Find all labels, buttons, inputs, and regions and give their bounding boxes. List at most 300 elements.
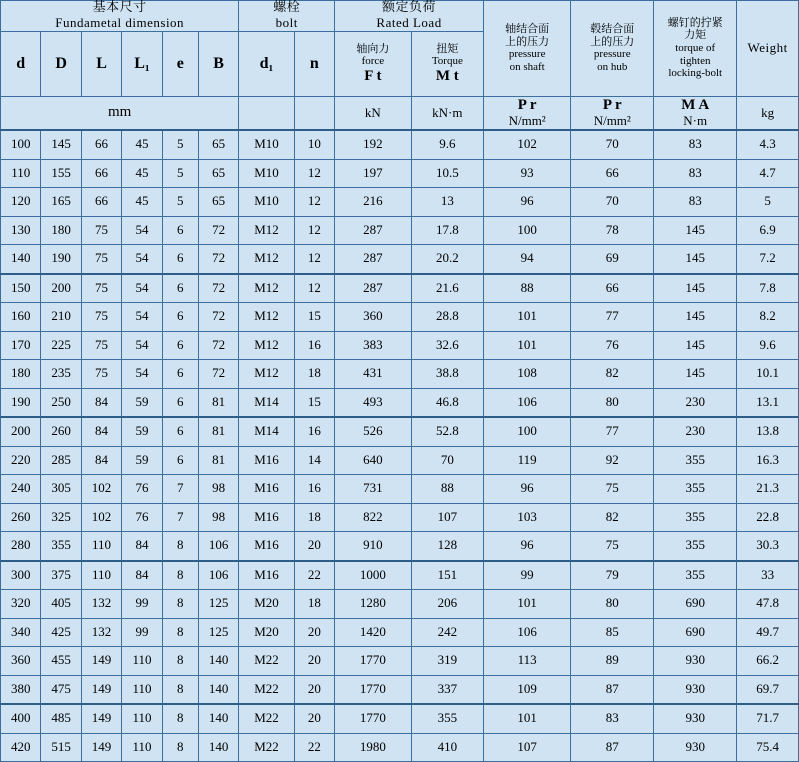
header-sym-n [294,31,334,96]
cell-Pr_shaft: 108 [484,360,571,389]
cell-Pr_hub: 82 [571,360,654,389]
cell-B: 72 [198,331,238,360]
cell-e: 8 [162,733,198,762]
cell-L1: 54 [122,303,162,332]
cell-Mt: 337 [411,675,483,704]
cell-Pr_hub: 70 [571,188,654,217]
cell-B: 125 [198,618,238,647]
cell-n: 20 [294,675,334,704]
cell-Weight: 6.9 [737,216,799,245]
cell-n: 20 [294,532,334,561]
header-bolt [239,1,335,32]
header-unit-pressure-hub [571,96,654,130]
header-axial-force [335,31,412,96]
cell-L1: 76 [122,503,162,532]
cell-L1: 84 [122,532,162,561]
cell-Ft: 1770 [335,647,412,676]
cell-B: 65 [198,159,238,188]
cell-L1: 99 [122,618,162,647]
cell-B: 72 [198,360,238,389]
cell-MA: 145 [654,245,737,274]
cell-Weight: 47.8 [737,590,799,619]
cell-Weight: 30.3 [737,532,799,561]
cell-e: 8 [162,618,198,647]
header-pressure-shaft-en1: pressure [508,48,546,61]
cell-d: 240 [1,475,41,504]
table-row [1,590,799,619]
cell-Pr_hub: 79 [571,561,654,590]
cell-D: 145 [41,130,81,159]
cell-L1: 45 [122,159,162,188]
cell-L1: 59 [122,417,162,446]
cell-e: 8 [162,675,198,704]
cell-d1: M16 [239,561,294,590]
cell-Ft: 383 [335,331,412,360]
cell-MA: 355 [654,532,737,561]
cell-L: 102 [81,475,121,504]
cell-Weight: 16.3 [737,446,799,475]
header-torque-sym: M t [435,67,459,84]
cell-Mt: 88 [411,475,483,504]
header-pressure-shaft-unit: N/mm² [508,113,546,129]
cell-D: 325 [41,503,81,532]
cell-L1: 110 [122,704,162,733]
table-row [1,503,799,532]
cell-Pr_hub: 87 [571,733,654,762]
cell-Ft: 360 [335,303,412,332]
header-pressure-hub-cn2: 上的压力 [590,34,635,48]
header-basic-dimension-cn: 基本尺寸 [92,0,147,15]
header-sym-B [198,31,238,96]
cell-B: 81 [198,388,238,417]
cell-B: 65 [198,130,238,159]
cell-Pr_shaft: 106 [484,618,571,647]
cell-d: 180 [1,360,41,389]
cell-D: 425 [41,618,81,647]
header-sym-L [81,31,121,96]
cell-L: 75 [81,216,121,245]
cell-L: 110 [81,532,121,561]
cell-MA: 355 [654,446,737,475]
cell-n: 20 [294,647,334,676]
cell-MA: 83 [654,159,737,188]
cell-d: 130 [1,216,41,245]
cell-Ft: 731 [335,475,412,504]
header-bolt-torque-cn1: 螺钉的拧紧 [667,15,723,29]
cell-MA: 83 [654,130,737,159]
cell-Pr_shaft: 100 [484,417,571,446]
cell-Weight: 13.1 [737,388,799,417]
cell-n: 18 [294,590,334,619]
cell-MA: 145 [654,216,737,245]
cell-Ft: 287 [335,216,412,245]
cell-e: 6 [162,388,198,417]
cell-Ft: 640 [335,446,412,475]
header-weight [737,1,799,97]
header-unit-mm-label: mm [107,104,132,121]
cell-Pr_shaft: 88 [484,274,571,303]
cell-L1: 110 [122,675,162,704]
cell-D: 260 [41,417,81,446]
header-bolt-en: bolt [275,14,298,30]
cell-Weight: 4.7 [737,159,799,188]
header-sym-e [162,31,198,96]
cell-d: 160 [1,303,41,332]
cell-d: 400 [1,704,41,733]
cell-Mt: 410 [411,733,483,762]
cell-B: 72 [198,245,238,274]
cell-e: 6 [162,216,198,245]
cell-e: 8 [162,561,198,590]
cell-n: 22 [294,733,334,762]
cell-D: 235 [41,360,81,389]
cell-d: 420 [1,733,41,762]
cell-Weight: 13.8 [737,417,799,446]
cell-Pr_shaft: 100 [484,216,571,245]
header-basic-dimension-en: Fundametal dimension [55,14,185,30]
cell-D: 515 [41,733,81,762]
header-unit-d1 [239,96,294,130]
table-row [1,532,799,561]
table-body [1,130,799,762]
header-unit-pressure-shaft [484,96,571,130]
cell-Mt: 13 [411,188,483,217]
header-sym-L-label: L [96,54,107,72]
cell-L1: 99 [122,590,162,619]
cell-Weight: 33 [737,561,799,590]
cell-Weight: 7.2 [737,245,799,274]
cell-L: 75 [81,331,121,360]
cell-L: 102 [81,503,121,532]
cell-MA: 930 [654,647,737,676]
cell-d: 200 [1,417,41,446]
cell-D: 475 [41,675,81,704]
header-rated-load-cn: 额定负荷 [382,0,437,15]
cell-d: 300 [1,561,41,590]
cell-D: 210 [41,303,81,332]
cell-n: 12 [294,216,334,245]
cell-MA: 230 [654,388,737,417]
cell-B: 98 [198,475,238,504]
cell-Mt: 32.6 [411,331,483,360]
cell-Pr_hub: 75 [571,532,654,561]
cell-d1: M16 [239,532,294,561]
cell-d1: M12 [239,245,294,274]
header-pressure-hub-sym: P r [602,96,622,113]
cell-Mt: 52.8 [411,417,483,446]
header-pressure-hub-en2: on hub [597,61,628,74]
cell-Pr_hub: 76 [571,331,654,360]
table-row [1,704,799,733]
cell-d1: M22 [239,647,294,676]
cell-e: 6 [162,303,198,332]
cell-Pr_hub: 92 [571,446,654,475]
cell-D: 285 [41,446,81,475]
table-row [1,216,799,245]
cell-MA: 930 [654,704,737,733]
cell-D: 375 [41,561,81,590]
header-bolt-torque-unit: N·m [683,113,708,129]
table-row [1,360,799,389]
header-pressure-hub-unit: N/mm² [593,113,631,129]
cell-d1: M14 [239,388,294,417]
cell-Weight: 4.3 [737,130,799,159]
cell-Pr_shaft: 101 [484,704,571,733]
cell-e: 5 [162,159,198,188]
cell-d: 360 [1,647,41,676]
cell-B: 98 [198,503,238,532]
cell-n: 16 [294,475,334,504]
cell-d1: M20 [239,590,294,619]
cell-Ft: 197 [335,159,412,188]
cell-Pr_hub: 85 [571,618,654,647]
header-axial-force-cn: 轴向力 [356,41,390,55]
cell-Pr_shaft: 96 [484,475,571,504]
cell-e: 6 [162,274,198,303]
cell-Mt: 128 [411,532,483,561]
cell-Weight: 71.7 [737,704,799,733]
cell-Ft: 822 [335,503,412,532]
header-sym-d-label: d [16,54,26,72]
table-row [1,130,799,159]
cell-Weight: 69.7 [737,675,799,704]
cell-Mt: 10.5 [411,159,483,188]
table-row [1,618,799,647]
cell-Pr_shaft: 106 [484,388,571,417]
cell-L1: 54 [122,274,162,303]
cell-Pr_shaft: 113 [484,647,571,676]
cell-Pr_shaft: 96 [484,188,571,217]
header-unit-force-label: kN [364,104,381,120]
header-bolt-torque-sym: M A [681,96,710,113]
cell-MA: 145 [654,274,737,303]
cell-MA: 83 [654,188,737,217]
header-pressure-shaft-sym: P r [517,96,537,113]
cell-B: 72 [198,303,238,332]
cell-Mt: 151 [411,561,483,590]
cell-Weight: 9.6 [737,331,799,360]
cell-D: 165 [41,188,81,217]
cell-d1: M20 [239,618,294,647]
cell-Pr_shaft: 94 [484,245,571,274]
header-unit-bolt-torque [654,96,737,130]
cell-B: 81 [198,417,238,446]
cell-L: 132 [81,618,121,647]
header-sym-d1-label: d₁ [259,54,274,72]
header-pressure-shaft-cn1: 轴结合面 [505,22,550,36]
cell-d1: M22 [239,675,294,704]
cell-Ft: 910 [335,532,412,561]
cell-Ft: 1980 [335,733,412,762]
cell-L: 75 [81,360,121,389]
header-weight-en: Weight [747,39,788,55]
cell-Mt: 21.6 [411,274,483,303]
table-row [1,417,799,446]
cell-Ft: 526 [335,417,412,446]
cell-L1: 54 [122,331,162,360]
table-row [1,561,799,590]
cell-L: 84 [81,388,121,417]
cell-B: 125 [198,590,238,619]
cell-Ft: 287 [335,245,412,274]
cell-Pr_hub: 82 [571,503,654,532]
table-row [1,245,799,274]
cell-MA: 145 [654,360,737,389]
cell-D: 355 [41,532,81,561]
table-row [1,446,799,475]
cell-d: 140 [1,245,41,274]
cell-Mt: 28.8 [411,303,483,332]
cell-Ft: 1770 [335,704,412,733]
cell-d1: M22 [239,733,294,762]
cell-B: 106 [198,561,238,590]
header-axial-force-sym: F t [364,67,382,84]
table-row [1,331,799,360]
cell-L1: 110 [122,647,162,676]
cell-MA: 145 [654,331,737,360]
cell-Pr_hub: 89 [571,647,654,676]
cell-n: 12 [294,188,334,217]
cell-Ft: 431 [335,360,412,389]
cell-B: 72 [198,274,238,303]
cell-d: 150 [1,274,41,303]
cell-Pr_shaft: 103 [484,503,571,532]
cell-d: 170 [1,331,41,360]
header-bolt-torque-en3: locking-bolt [668,67,723,80]
cell-Mt: 319 [411,647,483,676]
cell-L1: 54 [122,216,162,245]
cell-Ft: 1000 [335,561,412,590]
cell-e: 7 [162,503,198,532]
cell-e: 5 [162,130,198,159]
cell-Ft: 1420 [335,618,412,647]
cell-Mt: 38.8 [411,360,483,389]
header-sym-L1 [122,31,162,96]
cell-Pr_hub: 80 [571,590,654,619]
header-torque [411,31,483,96]
cell-Mt: 70 [411,446,483,475]
cell-B: 140 [198,704,238,733]
header-pressure-shaft-en2: on shaft [509,61,545,74]
cell-e: 6 [162,331,198,360]
cell-Pr_hub: 77 [571,303,654,332]
cell-MA: 930 [654,733,737,762]
header-bolt-torque-cn2: 力矩 [684,28,707,42]
cell-D: 180 [41,216,81,245]
cell-L: 66 [81,159,121,188]
cell-L1: 84 [122,561,162,590]
cell-Pr_hub: 70 [571,130,654,159]
header-unit-force [335,96,412,130]
cell-D: 250 [41,388,81,417]
cell-Weight: 22.8 [737,503,799,532]
header-sym-D-label: D [55,54,67,72]
cell-Pr_hub: 78 [571,216,654,245]
cell-Pr_shaft: 102 [484,130,571,159]
table-header [1,1,799,131]
cell-Mt: 46.8 [411,388,483,417]
cell-n: 12 [294,245,334,274]
cell-n: 18 [294,360,334,389]
cell-L: 75 [81,303,121,332]
header-rated-load [335,1,484,32]
cell-Ft: 192 [335,130,412,159]
cell-Mt: 107 [411,503,483,532]
cell-d1: M16 [239,503,294,532]
cell-L1: 45 [122,130,162,159]
cell-Weight: 5 [737,188,799,217]
cell-Mt: 242 [411,618,483,647]
cell-e: 6 [162,360,198,389]
header-sym-d1 [239,31,294,96]
cell-Weight: 75.4 [737,733,799,762]
cell-n: 12 [294,159,334,188]
header-unit-torque-label: kN·m [432,104,463,120]
table-row [1,188,799,217]
cell-e: 6 [162,245,198,274]
cell-d1: M16 [239,475,294,504]
cell-Mt: 355 [411,704,483,733]
cell-L: 84 [81,417,121,446]
cell-Pr_shaft: 101 [484,331,571,360]
cell-Ft: 1770 [335,675,412,704]
cell-n: 16 [294,417,334,446]
cell-L1: 45 [122,188,162,217]
cell-L1: 76 [122,475,162,504]
header-sym-D [41,31,81,96]
table-row [1,733,799,762]
header-unit-torque [411,96,483,130]
cell-d: 320 [1,590,41,619]
cell-d1: M10 [239,159,294,188]
cell-d: 220 [1,446,41,475]
cell-d1: M12 [239,303,294,332]
cell-Ft: 287 [335,274,412,303]
cell-Weight: 21.3 [737,475,799,504]
cell-D: 155 [41,159,81,188]
table-row [1,475,799,504]
header-sym-d [1,31,41,96]
header-sym-B-label: B [213,54,224,72]
cell-L: 132 [81,590,121,619]
cell-Mt: 17.8 [411,216,483,245]
cell-d1: M12 [239,360,294,389]
cell-L: 149 [81,704,121,733]
cell-n: 20 [294,704,334,733]
header-unit-n [294,96,334,130]
cell-D: 200 [41,274,81,303]
header-group-row [1,1,799,32]
cell-Ft: 493 [335,388,412,417]
cell-d1: M12 [239,331,294,360]
table-row [1,647,799,676]
table-row [1,675,799,704]
cell-e: 7 [162,475,198,504]
cell-B: 140 [198,675,238,704]
cell-MA: 690 [654,590,737,619]
table-row [1,303,799,332]
cell-Pr_hub: 80 [571,388,654,417]
header-unit-weight [737,96,799,130]
cell-B: 106 [198,532,238,561]
cell-d1: M12 [239,274,294,303]
cell-Pr_hub: 77 [571,417,654,446]
cell-Pr_hub: 69 [571,245,654,274]
cell-L1: 54 [122,245,162,274]
cell-e: 6 [162,417,198,446]
header-unit-row [1,96,799,130]
cell-MA: 230 [654,417,737,446]
